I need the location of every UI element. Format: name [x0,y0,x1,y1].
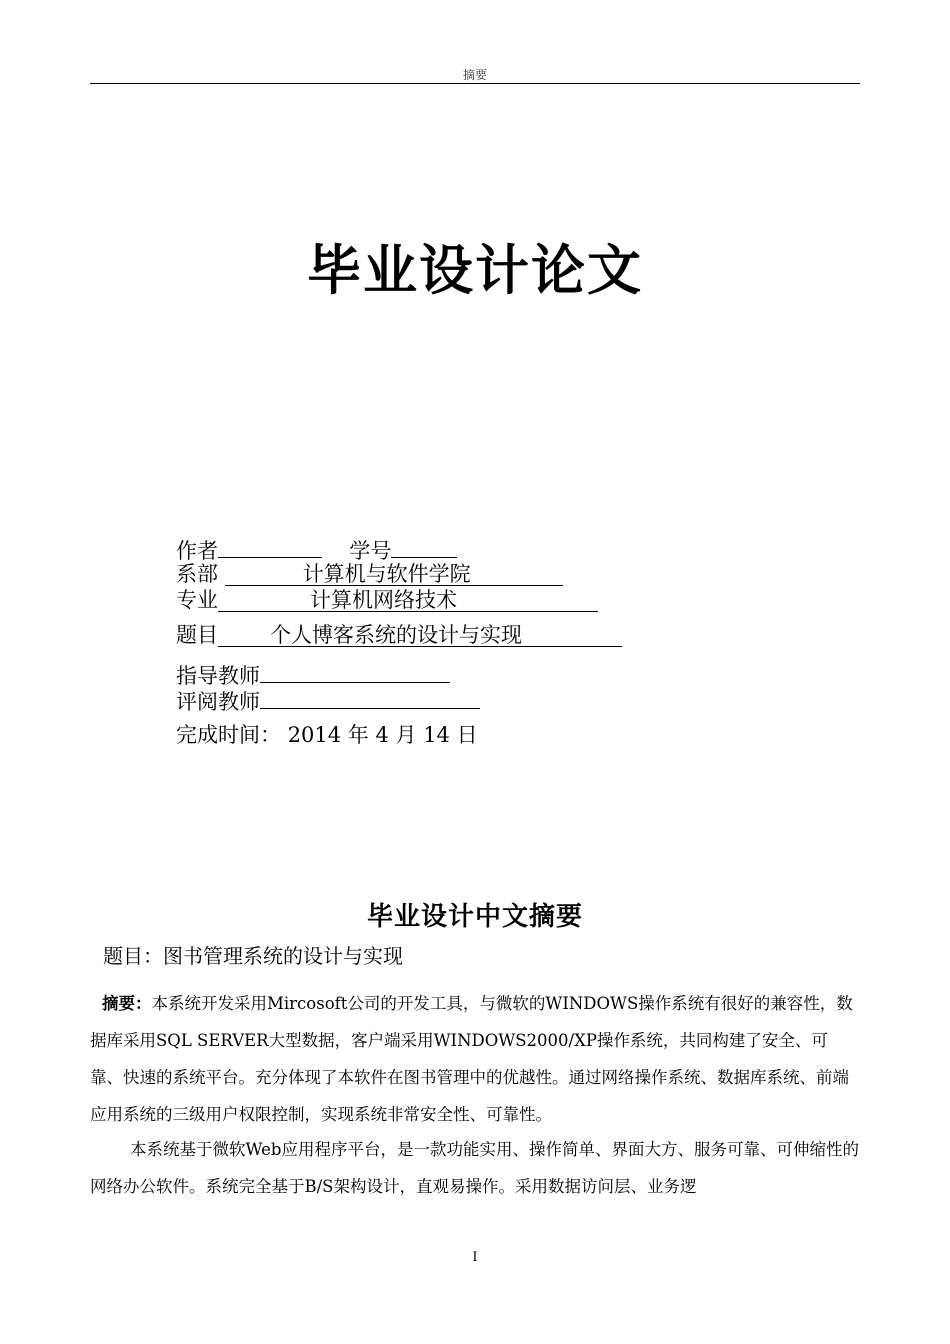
completion-label: 完成时间： [176,723,281,747]
abstract-topic-line: 题目：图书管理系统的设计与实现 [103,944,403,968]
page-header: 摘要 [462,68,487,82]
abstract-paragraph-2: 本系统基于微软Web应用程序平台，是一款功能实用、操作简单、界面大方、服务可靠、可伸缩性的网络办公软件。系统完全基于B/S架构设计，直观易操作。采用数据访问层、业务逻 [90,1140,859,1196]
abstract-paragraph-1-text: 本系统开发采用Mircosoft公司的开发工具，与微软的WINDOWS操作系统有很好的兼容性，数据库采用SQL SERVER大型数据，客户端采用WINDOWS2000/XP操作系统，共同构建了安全、可靠、快速的系统平台。充分体现了本软件在图书管理中的优越性。通过网络操作系统、数据库系统、前端应用系统的三级用户权限控制，实现系统非常安全性、可靠性。 [90,994,853,1124]
topic-row [176,622,622,648]
major-label: 专业 [176,588,218,612]
topic-field [218,624,622,647]
advisor-row [176,660,450,689]
reviewer-field [260,686,480,709]
topic-value: 个人博客系统的设计与实现 [270,623,522,647]
author-row [176,535,457,564]
department-value: 计算机与软件学院 [302,562,471,586]
abstract-label: 摘要： [102,994,152,1013]
thesis-title: 毕业设计论文 [307,239,643,302]
department-label: 系部 [176,562,218,586]
major-row [176,587,598,613]
department-field [225,563,563,586]
major-field [218,589,598,612]
completion-row [176,722,478,748]
student-id-field [391,535,457,558]
page-number: I [472,1250,478,1265]
advisor-field [260,660,450,683]
author-field [218,535,322,558]
department-row [176,561,563,587]
advisor-label: 指导教师 [176,664,260,688]
author-label: 作者 [176,539,218,563]
reviewer-label: 评阅教师 [176,690,260,714]
major-value: 计算机网络技术 [310,588,457,612]
reviewer-row [176,686,480,715]
completion-value: 2014 年 4 月 14 日 [287,723,478,747]
header-rule [90,83,860,84]
abstract-heading: 毕业设计中文摘要 [366,902,583,932]
abstract-paragraph-1 [90,985,860,1133]
topic-label: 题目 [176,623,218,647]
student-id-label: 学号 [349,539,392,563]
